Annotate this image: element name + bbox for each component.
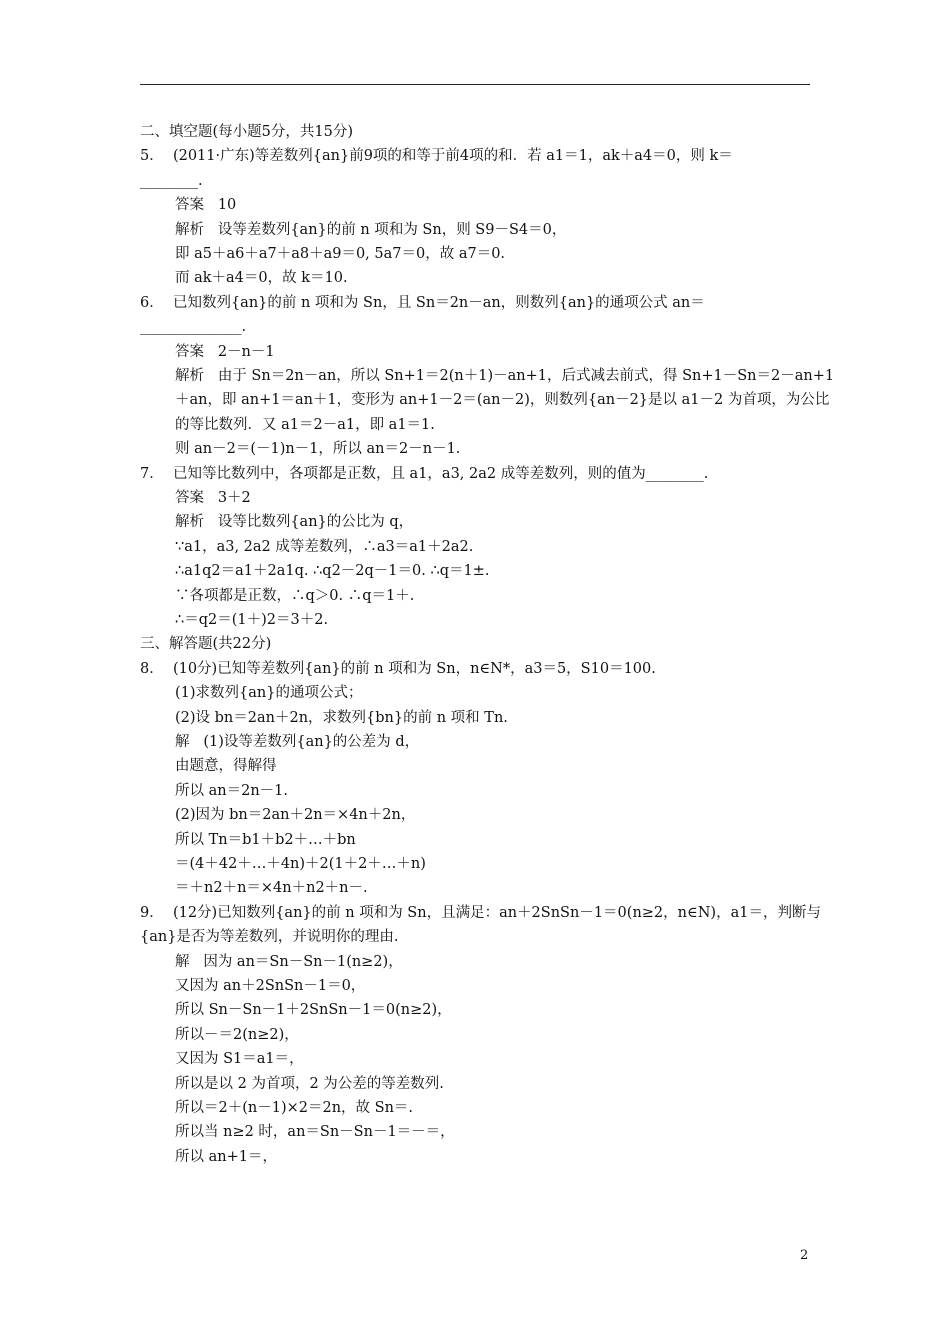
text-line: 而 ak＋a4＝0，故 k＝10. [175,270,348,287]
text-line: 三、解答题(共22分) [140,636,272,653]
text-line: (1)求数列{an}的通项公式； [175,685,363,702]
text-line: 5． (2011·广东)等差数列{an}前9项的和等于前4项的和．若 a1＝1，ak＋a4＝0，则 k＝ [140,148,733,165]
text-line: 答案 2－n－1 [175,343,275,360]
text-line: ＝(4＋42＋…＋4n)＋2(1＋2＋…＋n) [175,856,426,872]
text-line: ________. [140,172,203,189]
text-line: 所以是以 2 为首项，2 为公差的等差数列. [175,1075,444,1092]
text-line: 所以－＝2(n≥2)， [175,1026,299,1043]
text-line: 解 (1)设等差数列{an}的公差为 d， [175,734,420,750]
text-line: 则 an－2＝(－1)n－1，所以 an＝2－n－1. [175,441,461,458]
text-line: ∵a1，a3, 2a2 成等差数列，∴a3＝a1＋2a2. [175,538,474,555]
text-line: ＋an，即 an+1＝an＋1，变形为 an+1－2＝(an－2)，则数列{an－2}是以 a1－2 为首项，为公比 [175,392,830,409]
text-line: 解 因为 an＝Sn－Sn－1(n≥2)， [175,953,403,970]
text-line: 9． (12分)已知数列{an}的前 n 项和为 Sn，且满足：an＋2SnSn－1＝0(n≥2，n∈N)，a1＝，判断与 [140,904,821,921]
text-line: ＝＋n2＋n＝×4n＋n2＋n－. [175,880,368,897]
text-line: 所以当 n≥2 时，an＝Sn－Sn－1＝－＝， [175,1124,455,1141]
text-line: 即 a5＋a6＋a7＋a8＋a9＝0, 5a7＝0，故 a7＝0. [175,246,506,262]
text-line: 由题意，得解得 [175,758,277,775]
text-line: ∵各项都是正数，∴q＞0. ∴q＝1＋. [175,587,415,604]
header-rule [140,84,810,85]
text-line: 又因为 S1＝a1＝， [175,1051,304,1068]
text-line: 所以＝2＋(n－1)×2＝2n，故 Sn＝. [175,1100,414,1116]
text-line: 答案 10 [175,197,237,214]
text-line: (2)因为 bn＝2an＋2n＝×4n＋2n， [175,807,416,824]
text-line: 7． 已知等比数列中，各项都是正数，且 a1，a3, 2a2 成等差数列，则的值为________. [140,465,709,482]
page-number: 2 [800,1248,809,1263]
text-line: 所以 an+1＝， [175,1148,277,1165]
text-line: 的等比数列．又 a1＝2－a1，即 a1＝1. [175,416,435,433]
text-line: 又因为 an＋2SnSn－1＝0， [175,978,366,994]
text-line: ∴＝q2＝(1＋)2＝3＋2. [175,612,329,628]
text-line: 8． (10分)已知等差数列{an}的前 n 项和为 Sn，n∈N*，a3＝5，S10＝100. [140,660,656,677]
text-line: 6． 已知数列{an}的前 n 项和为 Sn，且 Sn＝2n－an，则数列{an}的通项公式 an＝ [140,294,705,311]
text-line: 所以 Sn－Sn－1＋2SnSn－1＝0(n≥2)， [175,1002,452,1019]
text-line: {an}是否为等差数列，并说明你的理由. [140,929,399,946]
text-line: (2)设 bn＝2an＋2n，求数列{bn}的前 n 项和 Tn. [175,709,508,726]
text-line: 答案 3＋2 [175,490,251,506]
text-line: 所以 an＝2n－1. [175,782,288,799]
text-line: ∴a1q2＝a1＋2a1q. ∴q2－2q－1＝0. ∴q＝1±. [175,563,490,580]
text-line: 所以 Tn＝b1＋b2＋…＋bn [175,831,356,848]
text-line: 二、填空题(每小题5分，共15分) [140,124,353,140]
text-line: 解析 设等比数列{an}的公比为 q， [175,514,414,531]
text-line: 解析 设等差数列{an}的前 n 项和为 Sn，则 S9－S4＝0， [175,221,567,238]
text-line: 解析 由于 Sn＝2n－an，所以 Sn+1＝2(n＋1)－an+1，后式减去前式，得 Sn+1－Sn＝2－an+1 [175,368,835,384]
text-line: ______________. [140,319,247,336]
